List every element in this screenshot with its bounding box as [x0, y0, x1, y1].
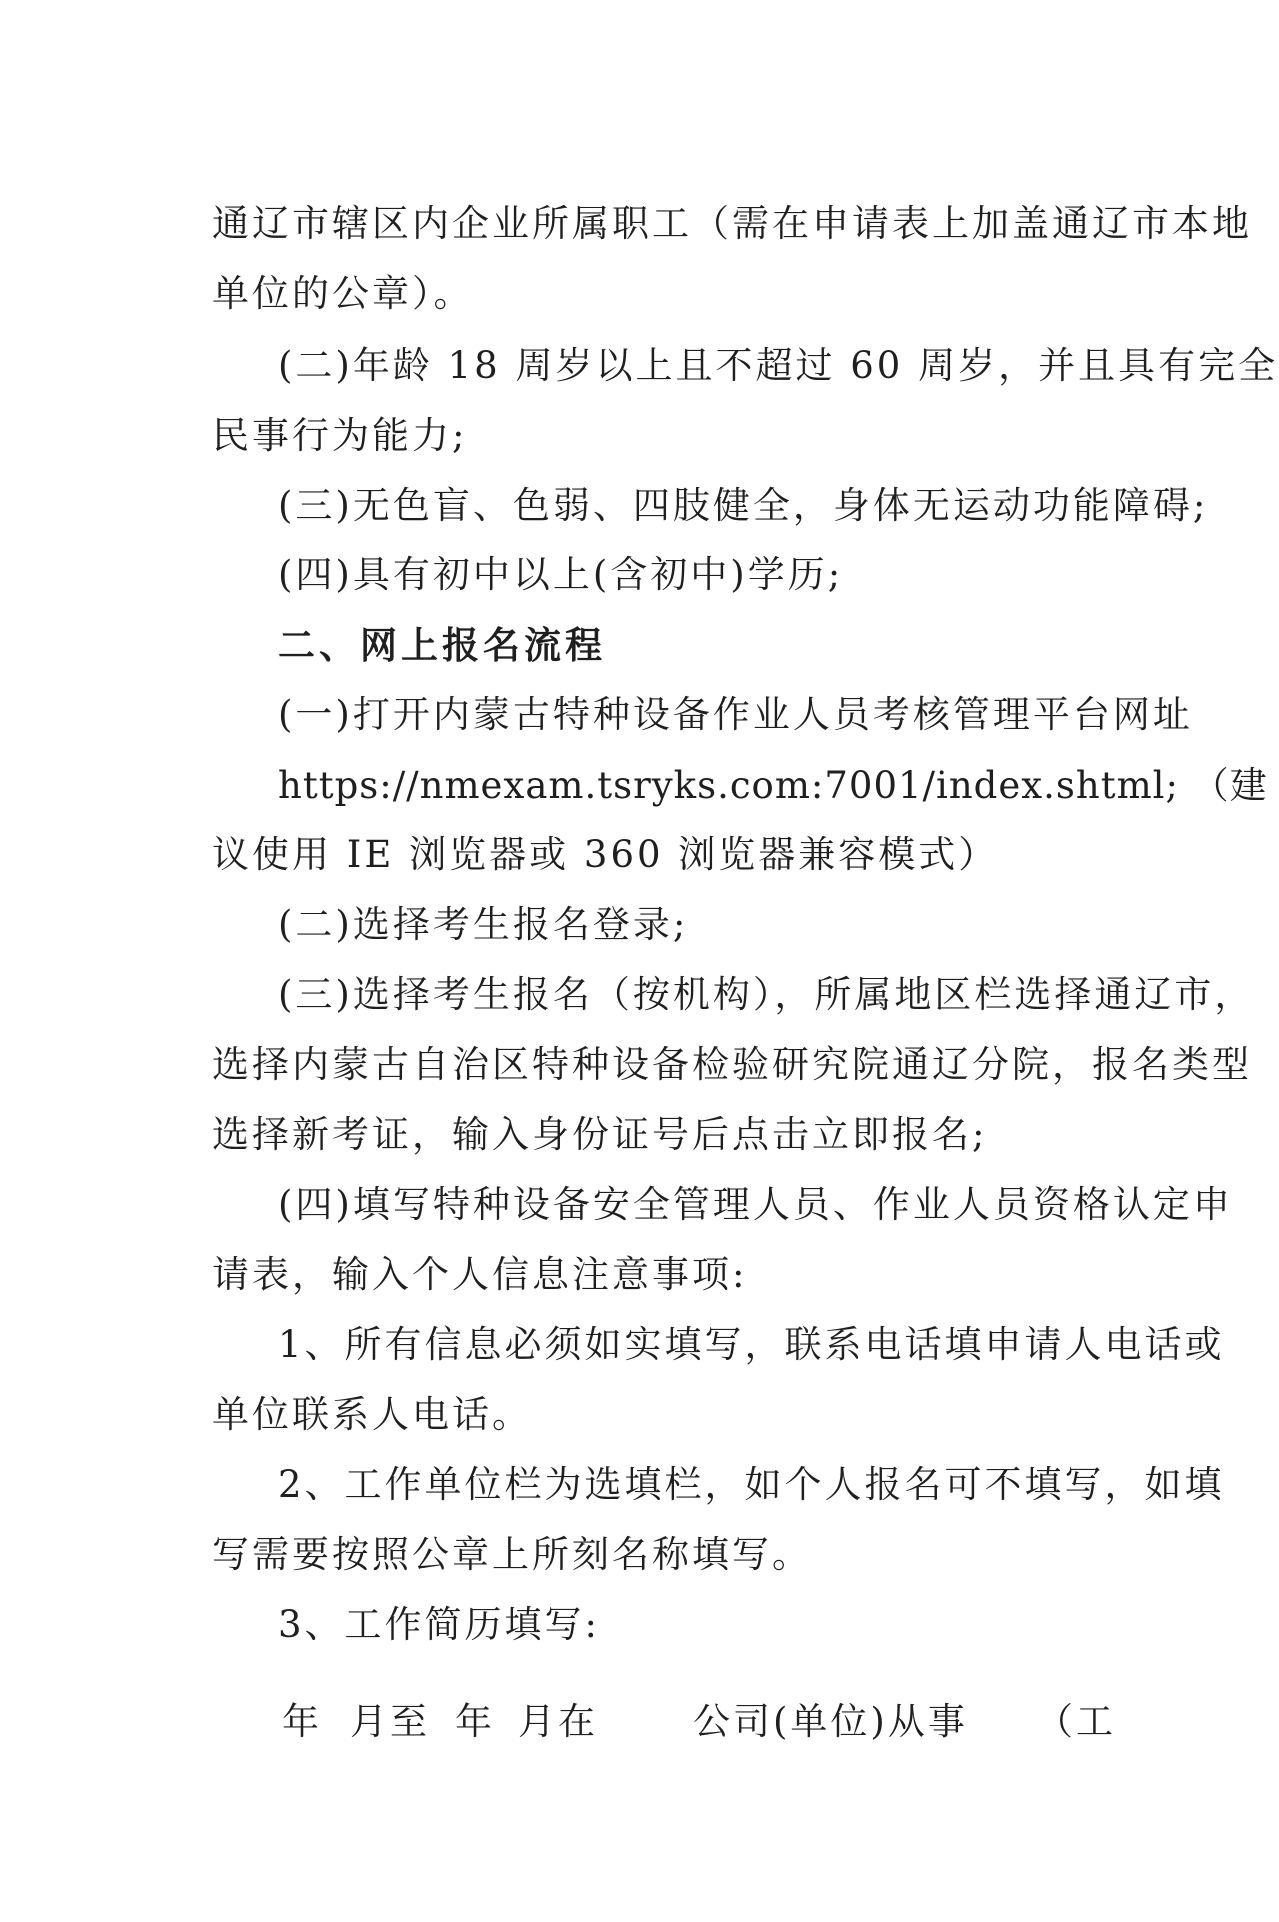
paragraph-line: (四)填写特种设备安全管理人员、作业人员资格认定申 [278, 1183, 1233, 1226]
paragraph-line: 单位的公章）。 [212, 272, 474, 315]
year-label: 年 [455, 1700, 495, 1743]
work-history-template-line [0, 1698, 1279, 1748]
paragraph-line: 3、工作简历填写: [278, 1603, 601, 1646]
paragraph-line: (二)选择考生报名登录; [278, 903, 689, 946]
paragraph-line: 写需要按照公章上所刻名称填写。 [212, 1533, 812, 1576]
paragraph-line: 1、所有信息必须如实填写，联系电话填申请人电话或 [278, 1323, 1225, 1366]
paragraph-line: 选择新考证，输入身份证号后点击立即报名; [212, 1113, 988, 1156]
paragraph-line: 单位联系人电话。 [212, 1393, 532, 1436]
month-to-label: 月至 [350, 1700, 430, 1743]
paragraph-line: 议使用 IE 浏览器或 360 浏览器兼容模式） [212, 833, 999, 876]
section-heading: 二、网上报名流程 [278, 623, 606, 667]
paragraph-line: 选择内蒙古自治区特种设备检验研究院通辽分院，报名类型 [212, 1043, 1252, 1086]
url-line: https://nmexam.tsryks.com:7001/index.shtml; （建 [278, 764, 1268, 807]
year-label: 年 [282, 1700, 322, 1743]
paren-label: （工 [1036, 1700, 1116, 1743]
paragraph-line: (二)年龄 18 周岁以上且不超过 60 周岁，并且具有完全 [278, 344, 1279, 387]
paragraph-line: 2、工作单位栏为选填栏，如个人报名可不填写，如填 [278, 1463, 1225, 1506]
paragraph-line: (四)具有初中以上(含初中)学历; [278, 553, 844, 596]
paragraph-line: 请表，输入个人信息注意事项: [212, 1253, 748, 1296]
paragraph-line: 通辽市辖区内企业所属职工（需在申请表上加盖通辽市本地 [212, 202, 1252, 245]
month-at-label: 月在 [518, 1700, 598, 1743]
paragraph-line: (三)选择考生报名（按机构），所属地区栏选择通辽市， [278, 973, 1255, 1016]
company-engaged-label: 公司(单位)从事 [693, 1700, 968, 1743]
paragraph-line: 民事行为能力; [212, 414, 468, 457]
paragraph-line: (三)无色盲、色弱、四肢健全，身体无运动功能障碍; [278, 484, 1209, 527]
paragraph-line: (一)打开内蒙古特种设备作业人员考核管理平台网址 [278, 693, 1193, 736]
